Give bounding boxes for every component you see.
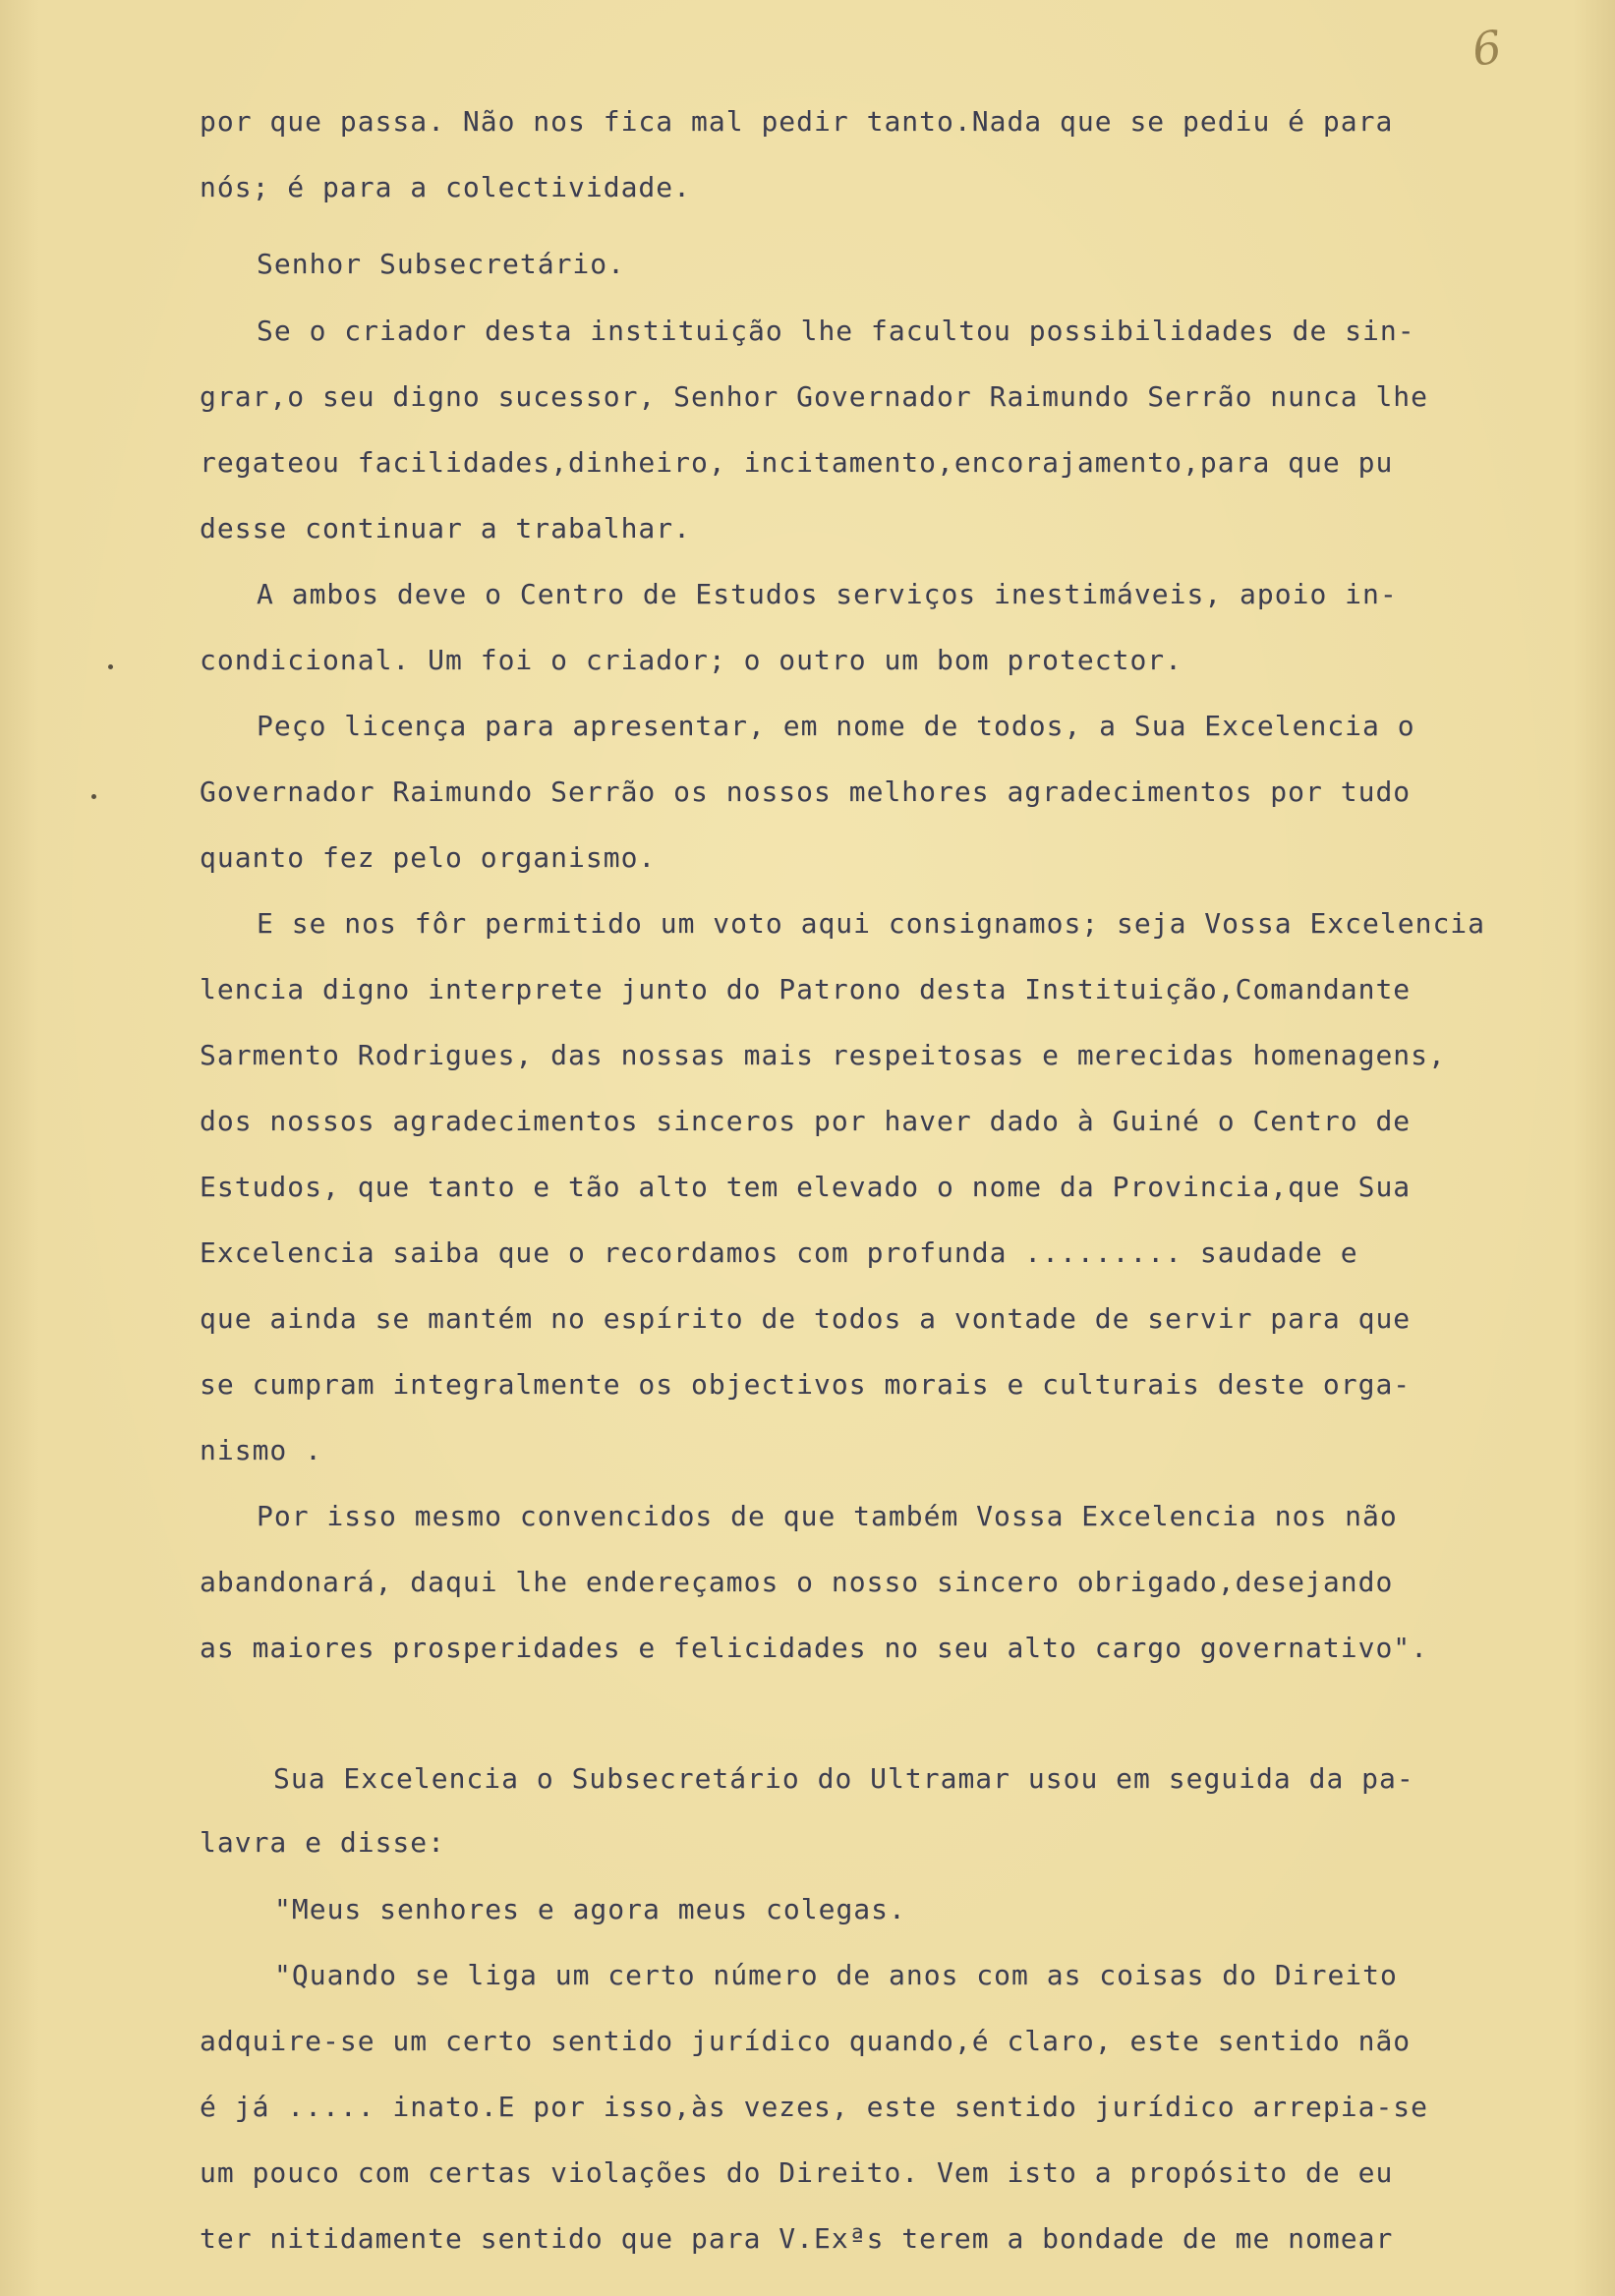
page-number: 6 [1469,20,1505,77]
text-line: regateou facilidades,dinheiro, incitamento,encorajamento,para que pu [200,446,1394,479]
text-line: "Quando se liga um certo número de anos com as coisas do Direito [274,1959,1398,1991]
margin-mark [91,794,96,799]
text-line: adquire-se um certo sentido jurídico quando,é claro, este sentido não [200,2025,1412,2057]
text-line: um pouco com certas violações do Direito. Vem isto a propósito de eu [200,2156,1394,2189]
text-line: lencia digno interprete junto do Patrono desta Instituição,Comandante [200,973,1412,1005]
text-line: que ainda se mantém no espírito de todos a vontade de servir para que [200,1302,1412,1335]
text-line: Se o criador desta instituição lhe facultou possibilidades de sin- [257,315,1415,347]
text-line: nós; é para a colectividade. [200,171,692,203]
text-line: quanto fez pelo organismo. [200,841,657,874]
text-line: desse continuar a trabalhar. [200,512,692,545]
text-line: por que passa. Não nos fica mal pedir tanto.Nada que se pediu é para [200,105,1394,138]
text-line: Excelencia saiba que o recordamos com profunda ......... saudade e [200,1236,1358,1269]
text-line: dos nossos agradecimentos sinceros por haver dado à Guiné o Centro de [200,1105,1412,1137]
margin-mark [108,664,113,669]
text-line: Por isso mesmo convencidos de que também Vossa Excelencia nos não [257,1500,1398,1532]
text-line: as maiores prosperidades e felicidades no seu alto cargo governativo". [200,1632,1429,1664]
text-line: A ambos deve o Centro de Estudos serviços inestimáveis, apoio in- [257,578,1398,610]
text-line: nismo . [200,1434,323,1466]
text-line: se cumpram integralmente os objectivos morais e culturais deste orga- [200,1368,1412,1401]
text-line: lavra e disse: [200,1826,446,1859]
text-line: Governador Raimundo Serrão os nossos melhores agradecimentos por tudo [200,775,1412,808]
text-line: Peço licença para apresentar, em nome de todos, a Sua Excelencia o [257,710,1415,742]
text-line: Estudos, que tanto e tão alto tem elevado o nome da Provincia,que Sua [200,1171,1412,1203]
text-line: E se nos fôr permitido um voto aqui consignamos; seja Vossa Excelencia [257,907,1486,940]
text-line: Sarmento Rodrigues, das nossas mais respeitosas e merecidas homenagens, [200,1039,1446,1071]
text-line: ter nitidamente sentido que para V.Exªs terem a bondade de me nomear [200,2222,1394,2255]
text-line: Senhor Subsecretário. [257,248,626,280]
text-line: grar,o seu digno sucessor, Senhor Governador Raimundo Serrão nunca lhe [200,380,1429,413]
text-line: "Meus senhores e agora meus colegas. [274,1893,906,1925]
text-line: abandonará, daqui lhe endereçamos o nosso sincero obrigado,desejando [200,1566,1394,1598]
text-line: Sua Excelencia o Subsecretário do Ultramar usou em seguida da pa- [273,1762,1414,1795]
text-line: condicional. Um foi o criador; o outro um bom protector. [200,644,1183,676]
text-line: é já ..... inato.E por isso,às vezes, este sentido jurídico arrepia-se [200,2091,1429,2123]
